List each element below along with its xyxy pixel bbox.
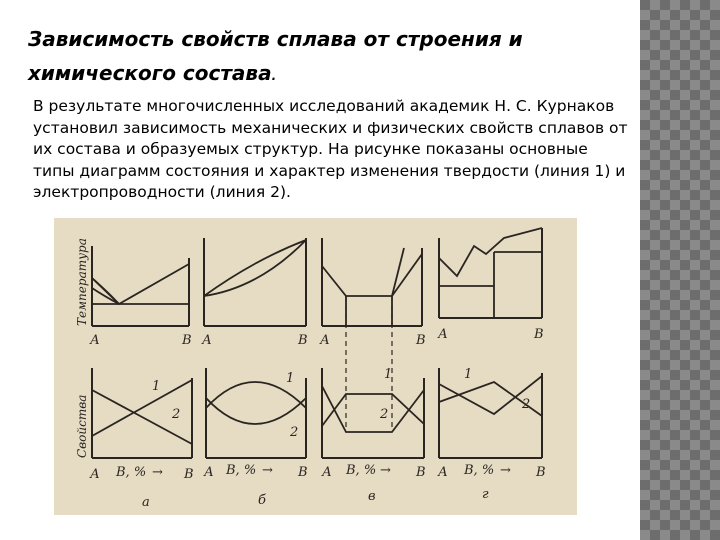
panel-a-top [92, 246, 189, 326]
title-line-1: Зависимость свойств сплава от строения и [28, 27, 523, 51]
label-a-bottom-2: А [204, 465, 214, 480]
phase-diagrams-figure [54, 218, 577, 515]
label-b-top-3: В [416, 333, 426, 348]
curve-1-b: 1 [286, 371, 295, 386]
arrow-3: → [380, 463, 391, 478]
label-a-top-4: А [438, 327, 448, 342]
panel-letter-a: а [142, 495, 150, 510]
curve-2-a: 2 [172, 407, 181, 422]
arrow-1: → [152, 465, 163, 480]
diagrams-svg [54, 218, 577, 515]
panel-b-bottom [206, 368, 306, 458]
axis-label-4: В, % [464, 463, 495, 478]
label-a-bottom-4: А [438, 465, 448, 480]
slide-title [28, 22, 628, 93]
label-b-bottom-1: В [184, 467, 194, 482]
curve-2-b: 2 [290, 425, 299, 440]
curve-1-g: 1 [464, 367, 473, 382]
ylabel-properties: Свойства [75, 394, 89, 458]
curve-2-v: 2 [380, 407, 389, 422]
arrow-2: → [262, 463, 273, 478]
panel-v-bottom [322, 367, 424, 458]
label-b-top-4: В [534, 327, 544, 342]
axis-label-3: В, % [346, 463, 377, 478]
curve-2-g: 2 [522, 397, 531, 412]
title-dot: . [271, 69, 277, 83]
label-a-top-3: А [320, 333, 330, 348]
arrow-4: → [500, 463, 511, 478]
ylabel-temperature: Температура [75, 238, 89, 326]
label-a-bottom-1: А [90, 467, 100, 482]
label-b-bottom-3: В [416, 465, 426, 480]
label-b-top-1: В [182, 333, 192, 348]
label-b-bottom-4: В [536, 465, 546, 480]
body-paragraph: В результате многочисленных исследований академик Н. С. Курнаков установил зависимость механических и физических свойств сплавов от их состава и образуемых структур. На рисунке показаны основные типы диаграмм состояния и характер изменения твердости (линия 1) и электропроводности (линия 2). [33, 97, 628, 201]
axis-label-1: В, % [116, 465, 147, 480]
panel-letter-v: в [368, 489, 376, 504]
label-a-top-1: А [90, 333, 100, 348]
panel-g-top [439, 228, 542, 318]
label-a-bottom-3: А [322, 465, 332, 480]
panel-letter-b: б [258, 493, 266, 508]
panel-letter-g: г [482, 487, 489, 502]
curve-1-v: 1 [384, 367, 393, 382]
panel-g-bottom [439, 367, 542, 458]
title-line-2: химического состава [28, 61, 272, 85]
label-b-bottom-2: В [298, 465, 308, 480]
decorative-side-pattern [640, 0, 720, 540]
panel-b-top [204, 238, 306, 326]
axis-label-2: В, % [226, 463, 257, 478]
panel-v-top [322, 238, 422, 326]
label-b-top-2: В [298, 333, 308, 348]
label-a-top-2: А [202, 333, 212, 348]
panel-a-bottom [92, 368, 192, 458]
curve-1-a: 1 [152, 379, 161, 394]
